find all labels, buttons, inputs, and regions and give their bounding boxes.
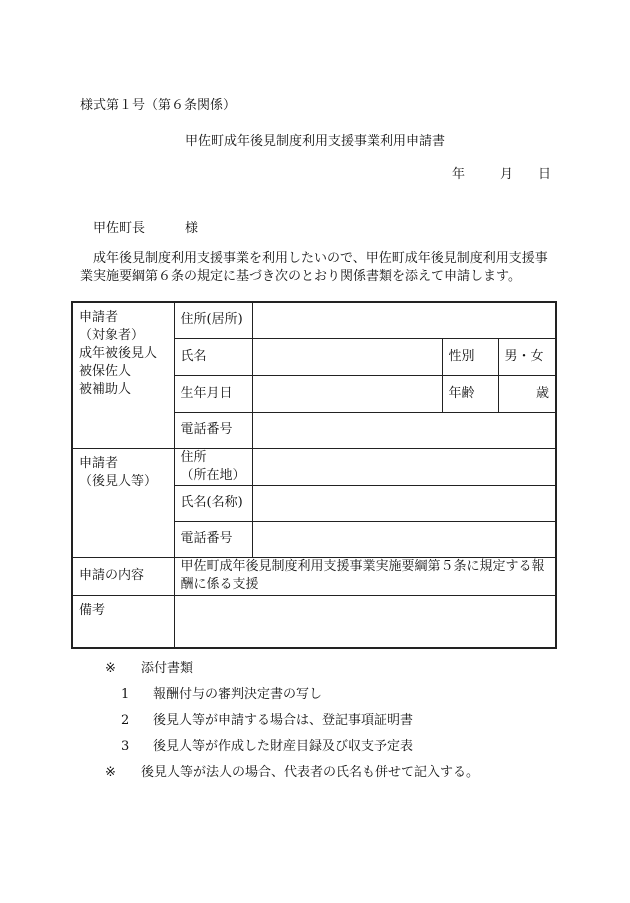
guardian-phone-label: 電話番号 (174, 521, 252, 557)
name-label: 氏名 (174, 338, 252, 375)
age-field[interactable] (498, 375, 556, 412)
category-line: 申請者 (79, 310, 119, 325)
date-month: 月 (500, 167, 514, 182)
note-mark: ※ (105, 765, 116, 780)
list-item (105, 682, 479, 708)
guardian-address-field[interactable] (252, 448, 556, 485)
remarks-label: 備考 (72, 595, 174, 648)
gender-label: 性別 (442, 338, 498, 375)
guardian-name-label: 氏名(名称) (174, 485, 252, 521)
item-text: 後見人等が作成した財産目録及び収支予定表 (153, 739, 414, 754)
date-line (452, 163, 552, 182)
addressee (93, 217, 198, 236)
applicant-subject-category (72, 302, 174, 448)
attachments-title: 添付書類 (141, 661, 194, 676)
guardian-address-line: 住所 (180, 449, 207, 465)
final-note-text: 後見人等が法人の場合、代表者の氏名も併せて記入する。 (141, 765, 480, 780)
document-title: 甲佐町成年後見制度利用支援事業利用申請書 (184, 134, 445, 149)
list-item (105, 734, 479, 760)
phone-label: 電話番号 (174, 412, 252, 448)
guardian-name-field[interactable] (252, 485, 556, 521)
category-line: 被保佐人 (79, 364, 132, 379)
category-line: 申請者 (79, 455, 119, 471)
guardian-address-label (174, 448, 252, 485)
address-label: 住所(居所) (174, 302, 252, 338)
birthdate-label: 生年月日 (174, 375, 252, 412)
remarks-field[interactable] (174, 595, 556, 648)
date-day: 日 (538, 167, 552, 182)
category-line: 被補助人 (79, 382, 132, 397)
category-line: （対象者） (79, 328, 145, 343)
addressee-name: 甲佐町長 (93, 221, 146, 236)
note-mark: ※ (105, 661, 116, 676)
name-field[interactable] (252, 338, 442, 375)
content-value: 甲佐町成年後見制度利用支援事業実施要綱第５条に規定する報酬に係る支援 (174, 557, 556, 595)
phone-field[interactable] (252, 412, 556, 448)
category-line: （後見人等） (79, 473, 158, 489)
item-text: 報酬付与の審判決定書の写し (153, 687, 323, 702)
guardian-phone-field[interactable] (252, 521, 556, 557)
birthdate-field[interactable] (252, 375, 442, 412)
notes (105, 656, 479, 786)
item-number: 2 (121, 713, 130, 728)
attachments-heading (105, 656, 479, 682)
item-text: 後見人等が申請する場合は、登記事項証明書 (153, 713, 414, 728)
application-form-table (71, 301, 557, 649)
age-unit: 歳 (535, 385, 549, 401)
gender-options[interactable]: 男・女 (498, 338, 556, 375)
item-number: 3 (121, 739, 130, 754)
form-number: 様式第１号（第６条関係） (80, 98, 237, 113)
guardian-address-line: （所在地） (180, 467, 246, 483)
item-number: 1 (121, 687, 130, 702)
date-year: 年 (452, 167, 466, 182)
age-label: 年齢 (442, 375, 498, 412)
addressee-honorific: 様 (185, 221, 199, 236)
list-item (105, 708, 479, 734)
intro-paragraph: 成年後見制度利用支援事業を利用したいので、甲佐町成年後見制度利用支援事業実施要綱第６条の規定に基づき次のとおり関係書類を添えて申請します。 (80, 251, 548, 284)
address-field[interactable] (252, 302, 556, 338)
final-note (105, 760, 479, 786)
category-line: 成年被後見人 (79, 346, 158, 361)
content-label: 申請の内容 (72, 557, 174, 595)
applicant-guardian-category (72, 448, 174, 557)
